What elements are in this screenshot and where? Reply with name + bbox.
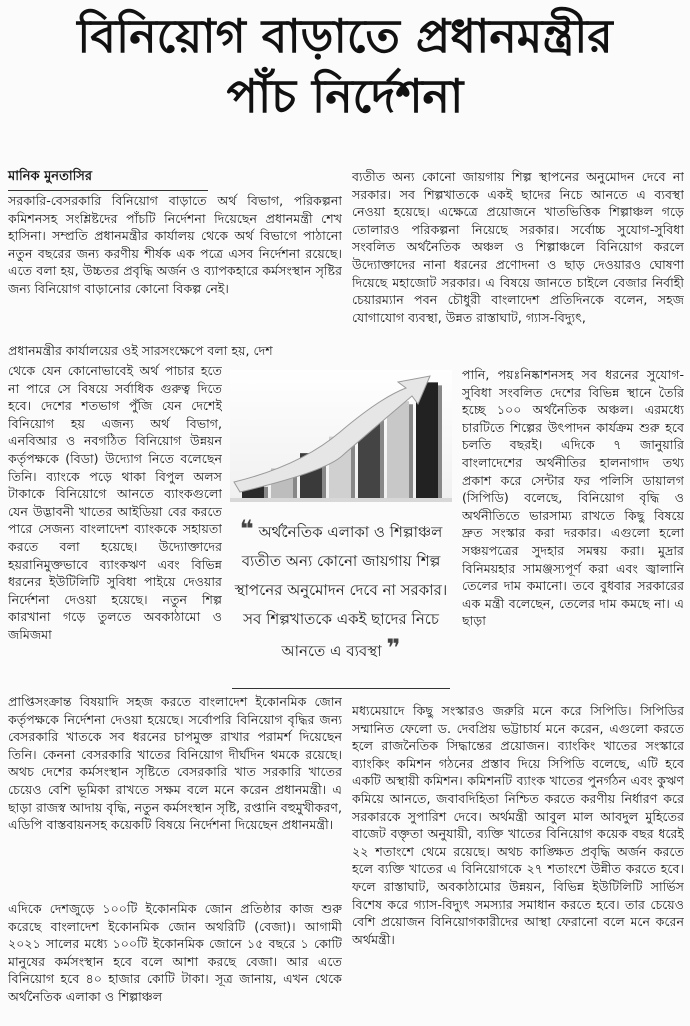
illustration-bar-side [380, 421, 384, 498]
byline: মানিক মুনতাসির [8, 167, 208, 191]
paragraph: প্রধানমন্ত্রীর কার্যালয়ের ওই সারসংক্ষেপে বলা হয়, দেশ [8, 343, 273, 358]
left-column-final [8, 900, 342, 1022]
pull-quote-text: অর্থনৈতিক এলাকা ও শিল্পাঞ্চল ব্যতীত অন্য কোনো জায়গায় শিল্প স্থাপনের অনুমোদন দেবে না সরকার। সব শিল্পখাতকে একই ছাদের নিচে আনতে এ ব্যবস্থা [234, 523, 448, 660]
paragraph: ব্যতীত অন্য কোনো জায়গায় শিল্প স্থাপনের অনুমোদন দেবে না সরকার। সব শিল্পখাতকে একই ছাদের নিচে আনতে এ ব্যবস্থা নেওয়া হয়েছে। এক্ষেত্রে প্রয়োজনে খাতভিত্তিক শিল্পাঞ্চল গড়ে তোলারও পরিকল্পনা নিয়েছে সরকার। সর্বোচ্চ সুযোগ-সুবিধা সংবলিত অর্থনৈতিক অঞ্চল ও শিল্পাঞ্চলে বিনিয়োগ করলে উদ্যোক্তাদের নানা ধরনের প্রণোদনা ও ছাড় দেওয়ারও ঘোষণা দিয়েছে মহাজোট সরকার। এ বিষয়ে জানতে চাইলে বেজার নির্বাহী চেয়ারম্যান পবন চৌধুরী বাংলাদেশ প্রতিদিনকে বলেন, সহজ যোগাযোগ ব্যবস্থা, উন্নত রাস্তাঘাট, গ্যাস-বিদ্যুৎ, [352, 169, 684, 325]
paragraph: এদিকে দেশজুড়ে ১০০টি ইকোনমিক জোন প্রতিষ্ঠার কাজ শুরু করেছে বাংলাদেশ ইকোনমিক জোন অথরিটি (বেজা)। আগামী ২০২১ সালের মধ্যে ১০০টি ইকোনমিক জোনে ১৫ বছরে ১ কোটি মানুষের কর্মসংস্থান হবে বলে আশা করছে বেজা। আর এতে বিনিয়োগ হবে ৪০ হাজার কোটি টাকা। সূত্র জানায়, এখন থেকে অর্থনৈতিক এলাকা ও শিল্পাঞ্চল [8, 901, 342, 1004]
growth-chart-illustration [230, 370, 452, 502]
paragraph: পানি, পয়ঃনিষ্কাশনসহ সব ধরনের সুযোগ-সুবিধা সংবলিত দেশের বিভিন্ন স্থানে তৈরি হচ্ছে ১০০ অর্থনৈতিক অঞ্চল। এরমধ্যে চারটিতে শিল্পের উৎপাদন কার্যক্রম শুরু হবে চলতি বছরই। এদিকে ৭ জানুয়ারি বাংলাদেশের অর্থনীতির হালনাগাদ তথ্য প্রকাশ করে সেন্টার ফর পলিসি ডায়ালগ (সিপিডি) বলেছে, বিনিয়োগ বৃদ্ধি ও অর্থনীতিতে ভারসাম্য রাখতে কিছু বিষয়ে দ্রুত সংস্কার করা দরকার। এগুলো হলো সঞ্চয়পত্রের সুদহার সমন্বয় করা। মুদ্রার বিনিময়হার সামঞ্জস্যপূর্ণ করা এবং জ্বালানি তেলের দাম কমানো। তবে বুধবার সরকারের এক মন্ত্রী বলেছেন, তেলের দাম কমছে না। এ ছাড়া [462, 367, 684, 629]
headline [0, 6, 690, 126]
quote-bottom-rule [232, 688, 450, 689]
paragraph: প্রাপ্তিসংক্রান্ত বিষয়াদি সহজ করতে বাংলাদেশ ইকোনমিক জোন কর্তৃপক্ষকে নির্দেশনা দেওয়া হয়েছে। সর্বোপরি বিনিয়োগ বৃদ্ধির জন্য বেসরকারি খাতকে সব ধরনের চাপমুক্ত রাখার পরামর্শ দিয়েছেন তিনি। কেননা বেসরকারি খাতের বিনিয়োগ দীর্ঘদিন থমকে রয়েছে। অথচ দেশের কর্মসংস্থান সৃষ্টিতে বেসরকারি খাত সরকারি খাতের চেয়েও বেশি ভূমিকা রাখতে সক্ষম বলে মনে করেন প্রধানমন্ত্রী। এ ছাড়া রাজস্ব আদায় বৃদ্ধি, নতুন কর্মসংস্থান সৃষ্টি, রপ্তানি বহুমুখীকরণ, এডিপি বাস্তবায়নসহ কয়েকটি বিষয়ে নির্দেশনা দিয়েছেন প্রধানমন্ত্রী। [8, 694, 342, 833]
close-quote-mark: ❞ [386, 634, 401, 662]
right-column-top [352, 168, 684, 364]
paragraph: মধ্যমেয়াদে কিছু সংস্কারও জরুরি মনে করে সিপিডি। সিপিডির সম্মানিত ফেলো ড. দেবপ্রিয় ভট্টাচার্য মনে করেন, এগুলো করতে হলে রাজনৈতিক সিদ্ধান্তের প্রয়োজন। ব্যাংকিং খাতের সংস্কারে ব্যাংকিং কমিশন গঠনের প্রস্তাব দিয়ে সিপিডি বলেছে, এটি হবে একটি অস্থায়ী কমিশন। কমিশনটি ব্যাংক খাতের পুনর্গঠন এবং কুঋণ কমিয়ে আনতে, জবাবদিহিতা নিশ্চিত করতে করণীয় নির্ধারণ করে সরকারকে সুপারিশ দেবে। অর্থমন্ত্রী আবুল মাল আবদুল মুহিতের বাজেট বক্তৃতা অনুযায়ী, ব্যক্তি খাতের বিনিয়োগ কয়েক বছর ধরেই ২২ শতাংশে থেমে রয়েছে। অথচ কাঙ্ক্ষিত প্রবৃদ্ধি অর্জন করতে হলে ব্যক্তি খাতের এ বিনিয়োগকে ২৭ শতাংশে উন্নীত করতে হবে। ফলে রাস্তাঘাট, অবকাঠামোর উন্নয়ন, বিভিন্ন ইউটিলিটি সার্ভিস বিশেষ করে গ্যাস-বিদ্যুৎ সমস্যার সমাধান করতে হবে। তার চেয়েও বেশি প্রয়োজন বিনিয়োগকারীদের আস্থা ফেরানো বলে মনে করেন অর্থমন্ত্রী। [352, 703, 684, 947]
right-column-narrow [462, 366, 684, 700]
illustration-bar-side [409, 404, 413, 498]
pull-quote [230, 515, 452, 685]
chart-floor [230, 498, 452, 502]
headline-line-1: বিনিয়োগ বাড়াতে প্রধানমন্ত্রীর [77, 9, 613, 63]
left-column-lower [8, 693, 342, 898]
headline-line-2: পাঁচ নির্দেশনা [226, 69, 464, 123]
paragraph: সরকারি-বেসরকারি বিনিয়োগ বাড়াতে অর্থ বিভাগ, পরিকল্পনা কমিশনসহ সংশ্লিষ্টদের পাঁচটি নির্দেশনা দিয়েছেন প্রধানমন্ত্রী শেখ হাসিনা। সম্প্রতি প্রধানমন্ত্রীর কার্যালয় থেকে অর্থ বিভাগে পাঠানো নতুন বছরের জন্য করণীয় শীর্ষক এক পত্রে এসব নির্দেশনা রয়েছে। এতে বলা হয়, উচ্চতর প্রবৃদ্ধি অর্জন ও ব্যাপকহারে কর্মসংস্থান সৃষ্টির জন্য বিনিয়োগ বাড়ানোর কোনো বিকল্প নেই। [8, 193, 342, 296]
left-column-narrow [8, 362, 222, 692]
rising-bar-chart-with-arrow-icon [230, 370, 452, 502]
illustration-bar-side [264, 487, 268, 498]
right-column-lower [352, 702, 684, 1022]
left-column-intro [8, 192, 342, 338]
left-column-wide-line [8, 342, 342, 362]
open-quote-mark: ❝ [239, 515, 254, 543]
illustration-bar [387, 401, 409, 498]
illustration-bar-side [438, 385, 442, 498]
illustration-bar-side [351, 440, 355, 498]
paragraph: থেকে যেন কোনোভাবেই অর্থ পাচার হতে না পারে সে বিষয়ে সর্বাধিক গুরুত্ব দিতে হবে। দেশের শতভাগ পুঁজি যেন দেশেই বিনিয়োগ হয় এজন্য অর্থ বিভাগ, এনবিআর ও নবগঠিত বিনিয়োগ উন্নয়ন কর্তৃপক্ষকে (বিডা) উদ্যোগ নিতে বলেছেন তিনি। ব্যাংকে পড়ে থাকা বিপুল অলস টাকাকে বিনিয়োগে আনতে ব্যাংকগুলো যেন উদ্ভাবনী খাতের আইডিয়া বের করতে পারে সেজন্য বাংলাদেশ ব্যাংককে সহায়তা করতে বলা হয়েছে। উদ্যোক্তাদের হয়রানিমুক্তভাবে ব্যাংকঋণ এবং বিভিন্ন ধরনের ইউটিলিটি সুবিধা পাইয়ে দেওয়ার নির্দেশনা দেওয়া হয়েছে। নতুন শিল্প কারখানা গড়ে তুলতে অবকাঠামো ও জমিজমা [8, 363, 222, 642]
